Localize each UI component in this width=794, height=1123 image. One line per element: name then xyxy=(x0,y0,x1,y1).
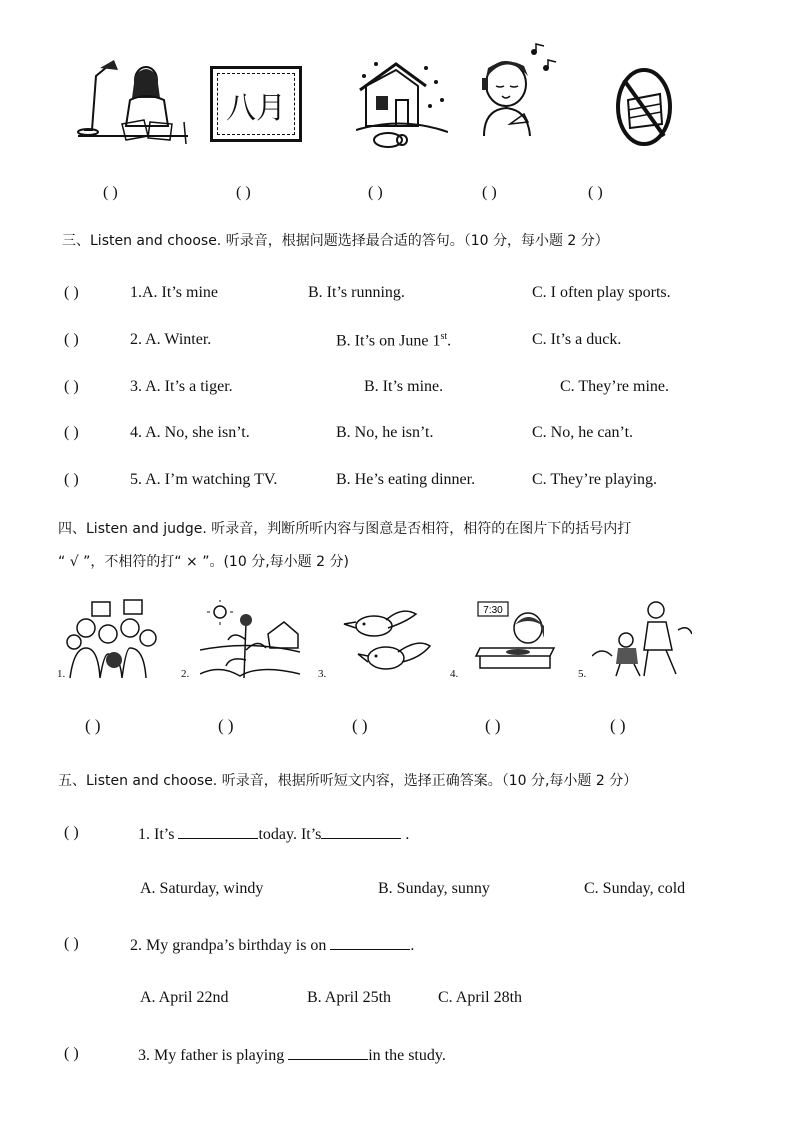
calendar-label: 八月 xyxy=(226,91,286,126)
option-end: . xyxy=(447,332,452,350)
answer-paren[interactable]: ( ) xyxy=(64,424,79,441)
answer-paren[interactable]: ( ) xyxy=(64,471,79,488)
question-option: B. It’s mine. xyxy=(364,378,444,395)
q1-text-end: . xyxy=(401,826,410,843)
question-text xyxy=(130,935,414,955)
superscript: st xyxy=(440,331,448,342)
no-reading-sign-icon xyxy=(614,66,674,148)
q2-text-end: . xyxy=(410,937,415,954)
fill-blank[interactable] xyxy=(330,935,410,950)
section-4-heading-cont: “ √ ”，不相符的打“ × ”。(10 分,每小题 2 分) xyxy=(58,554,349,570)
question-text xyxy=(138,1045,446,1065)
answer-paren[interactable]: ( ) xyxy=(64,378,79,395)
q1-text-mid: today. It’s xyxy=(258,826,322,843)
answer-paren[interactable]: ( ) xyxy=(482,184,497,201)
clock-time: 7:30 xyxy=(483,605,503,616)
q1-text-start: 1. It’s xyxy=(138,826,179,843)
snow-scene-icon xyxy=(356,56,448,150)
calendar-august-icon xyxy=(210,66,302,142)
answer-paren[interactable]: ( ) xyxy=(64,935,79,952)
q2-text-start: 2. My grandpa’s birthday is on xyxy=(130,937,331,954)
garden-flowers-icon xyxy=(200,600,300,680)
section-4-heading: 四、Listen and judge. 听录音，判断所听内容与图意是否相符，相符的在图片下的括号内打 xyxy=(58,521,632,537)
question-option: 3. A. It’s a tiger. xyxy=(130,378,233,395)
q3-text-end: in the study. xyxy=(368,1047,446,1064)
grandpa-child-icon xyxy=(592,600,692,680)
fill-blank[interactable] xyxy=(321,824,401,839)
birds-icon xyxy=(336,604,432,680)
answer-paren[interactable]: ( ) xyxy=(236,184,251,201)
answer-paren[interactable]: ( ) xyxy=(218,716,234,735)
fill-blank[interactable] xyxy=(178,824,258,839)
question-option: C. No, he can’t. xyxy=(532,424,634,441)
question-option: A. April 22nd xyxy=(140,989,229,1006)
picture-number: 3. xyxy=(318,668,327,680)
question-option: A. Saturday, windy xyxy=(140,880,264,897)
answer-paren[interactable]: ( ) xyxy=(64,824,79,841)
answer-paren[interactable]: ( ) xyxy=(64,1045,79,1062)
question-option: B. April 25th xyxy=(307,989,392,1006)
question-option: B. He’s eating dinner. xyxy=(336,471,476,488)
answer-paren[interactable]: ( ) xyxy=(64,284,79,301)
answer-paren[interactable]: ( ) xyxy=(610,716,626,735)
answer-paren[interactable]: ( ) xyxy=(485,716,501,735)
picture-number: 4. xyxy=(450,668,459,680)
answer-paren[interactable]: ( ) xyxy=(588,184,603,201)
question-option: B. It’s running. xyxy=(308,284,405,301)
answer-paren[interactable]: ( ) xyxy=(103,184,118,201)
section-3-heading: 三、Listen and choose. 听录音，根据问题选择最合适的答句。（10 分，每小题 2 分） xyxy=(62,233,609,249)
question-option: C. April 28th xyxy=(438,989,523,1006)
picture-number: 5. xyxy=(578,668,587,680)
answer-paren[interactable]: ( ) xyxy=(85,716,101,735)
question-option xyxy=(336,331,451,350)
question-option: C. They’re playing. xyxy=(532,471,658,488)
question-option: B. No, he isn’t. xyxy=(336,424,434,441)
answer-paren[interactable]: ( ) xyxy=(352,716,368,735)
question-option: 1.A. It’s mine xyxy=(130,284,218,301)
answer-paren[interactable]: ( ) xyxy=(368,184,383,201)
question-option: C. It’s a duck. xyxy=(532,331,622,348)
question-option: C. I often play sports. xyxy=(532,284,671,301)
question-option: B. Sunday, sunny xyxy=(378,880,490,897)
question-option: 5. A. I’m watching TV. xyxy=(130,471,278,488)
answer-paren[interactable]: ( ) xyxy=(64,331,79,348)
question-option: C. They’re mine. xyxy=(560,378,670,395)
girl-eating-icon xyxy=(470,598,560,672)
question-option: C. Sunday, cold xyxy=(584,880,686,897)
listening-music-boy-icon xyxy=(470,42,560,142)
q3-text-start: 3. My father is playing xyxy=(138,1047,289,1064)
question-option: 4. A. No, she isn’t. xyxy=(130,424,250,441)
studying-girl-icon xyxy=(74,58,192,144)
children-group-icon xyxy=(64,598,160,680)
picture-number: 1. xyxy=(57,668,66,680)
question-text xyxy=(138,824,409,844)
picture-number: 2. xyxy=(181,668,190,680)
fill-blank[interactable] xyxy=(288,1045,368,1060)
option-text: B. It’s on June 1 xyxy=(336,332,441,350)
question-option: 2. A. Winter. xyxy=(130,331,212,348)
section-5-heading: 五、Listen and choose. 听录音，根据所听短文内容，选择正确答案。（10 分,每小题 2 分） xyxy=(58,773,638,789)
